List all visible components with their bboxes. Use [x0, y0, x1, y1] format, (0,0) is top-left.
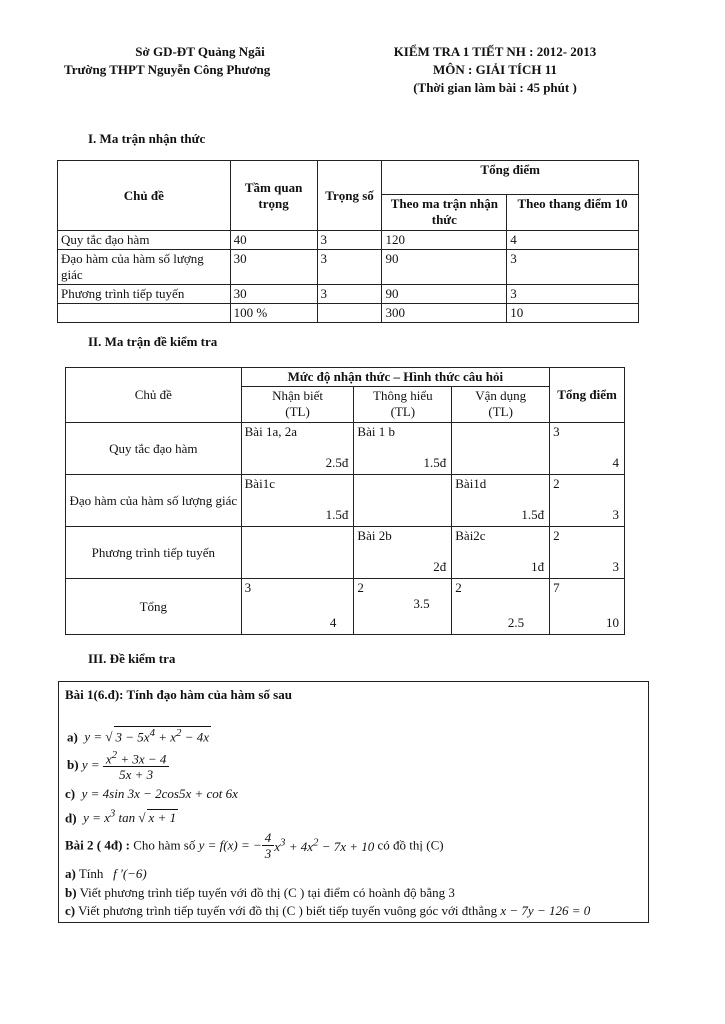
- points: 3.5: [413, 596, 430, 611]
- header-by-scale: Theo thang điểm 10: [507, 195, 639, 231]
- cell-weight: 3: [317, 285, 382, 304]
- cell-total: [550, 527, 625, 579]
- question-count: 2: [553, 528, 560, 543]
- cell-total: [550, 475, 625, 527]
- bai2-text: Cho hàm số: [130, 837, 199, 853]
- q1d-formula: $y = x^3$ tan √ x + 1: [79, 808, 177, 826]
- cell-importance: 30: [230, 250, 317, 285]
- q2b-text: Viết phương trình tiếp tuyến với đồ thị (C ) tại điểm có hoành độ bằng 3: [76, 885, 455, 900]
- header-understand: [354, 387, 452, 423]
- exam-matrix-table: [65, 367, 625, 635]
- points: 1.5đ: [325, 507, 349, 522]
- cell-recognize: [241, 579, 354, 635]
- cell-importance: 100 %: [230, 304, 317, 323]
- header-by-matrix: Theo ma trận nhận thức: [382, 195, 507, 231]
- bai2-label: Bài 2 ( 4đ) :: [65, 837, 130, 853]
- question-count: 3: [553, 424, 560, 439]
- header-total: Tổng điểm: [550, 368, 625, 423]
- section1-title: I. Ma trận nhận thức: [88, 131, 206, 146]
- points: 2.5đ: [325, 455, 349, 470]
- cell-topic: Phương trình tiếp tuyến: [66, 527, 242, 579]
- table-row: [58, 304, 639, 323]
- cell-total: [550, 579, 625, 635]
- table-row: [58, 285, 639, 304]
- cell-weight: 3: [317, 231, 382, 250]
- question-2b: [65, 885, 455, 901]
- question-ref: Bài 1a, 2a: [244, 424, 297, 439]
- bai2-graph: có đồ thị (C): [374, 837, 444, 853]
- table-row: [66, 475, 625, 527]
- header-apply-form: (TL): [488, 404, 513, 419]
- q2b-label: b): [65, 885, 77, 900]
- question-count: 2: [553, 476, 560, 491]
- cell-matrix: 120: [382, 231, 507, 250]
- q1c-label: c): [65, 786, 76, 801]
- cell-apply: [452, 423, 550, 475]
- cell-topic: Đạo hàm của hàm số lượng giác: [66, 475, 242, 527]
- q1b-formula: $\frac{x^2 + 3x - 4}{5x + 3}$: [103, 748, 170, 782]
- points: 1.5đ: [423, 455, 447, 470]
- cell-understand: [354, 527, 452, 579]
- header-understand-form: (TL): [390, 404, 416, 419]
- cell-topic: [58, 304, 231, 323]
- cell-matrix: 300: [382, 304, 507, 323]
- points: 1.5đ: [521, 507, 545, 522]
- question-2: Bài 2 ( 4đ) : Cho hàm số y = f(x) = − $\frac{4}{3}$ $x^3 + 4x^2 - 7x + 10$ có đồ thị (C): [65, 830, 444, 861]
- table-row: [66, 527, 625, 579]
- question-1a: [67, 726, 211, 745]
- cell-scale: 3: [507, 250, 639, 285]
- table-row: [58, 231, 639, 250]
- points: 3: [612, 559, 619, 574]
- q2c-label: c): [65, 903, 76, 918]
- header-recognize: [241, 387, 354, 423]
- school-name: Trường THPT Nguyễn Công Phương: [64, 62, 271, 77]
- cell-understand: [354, 423, 452, 475]
- question-count: 2: [357, 580, 364, 595]
- points: 2.5: [507, 615, 525, 630]
- cell-scale: 4: [507, 231, 639, 250]
- table-row: [66, 423, 625, 475]
- cell-apply: [452, 527, 550, 579]
- question-count: 7: [553, 580, 560, 595]
- bai2-fraction: $\frac{4}{3}$: [262, 830, 275, 861]
- question-2a: [65, 866, 147, 882]
- points: 1đ: [531, 559, 545, 574]
- points: 4: [612, 455, 619, 470]
- header-topic: Chủ đề: [58, 161, 231, 231]
- q1a-formula: y = √ $3 - 5x^4 + x^2 - 4x$: [81, 727, 210, 745]
- question-ref: Bài2c: [455, 528, 486, 543]
- cell-topic: Đạo hàm của hàm số lượng giác: [58, 250, 231, 285]
- question-ref: Bài 2b: [357, 528, 392, 543]
- cell-total: [550, 423, 625, 475]
- table-row: [58, 250, 639, 285]
- cell-recognize: [241, 527, 354, 579]
- cell-understand: [354, 475, 452, 527]
- question-1c: [65, 786, 238, 802]
- question-ref: Bài1d: [455, 476, 487, 491]
- cell-apply: [452, 475, 550, 527]
- question-count: 2: [455, 580, 462, 595]
- school-department: Sở GD-ĐT Quảng Ngãi: [135, 44, 265, 59]
- q2a-label: a): [65, 866, 76, 881]
- q1b-label: b): [67, 757, 79, 773]
- cognitive-matrix-table: [57, 160, 639, 323]
- cell-apply: [452, 579, 550, 635]
- header-apply-label: Vận dụng: [475, 388, 527, 403]
- points: 10: [606, 615, 619, 630]
- section3-title: III. Đề kiểm tra: [88, 651, 176, 666]
- bai2-function: y = f(x) = −: [198, 837, 262, 853]
- q2c-text: Viết phương trình tiếp tuyến với đồ thị (C ) biết tiếp tuyến vuông góc với đthẳng: [75, 903, 501, 918]
- section2-title: II. Ma trận đề kiểm tra: [88, 334, 218, 349]
- header-level: Mức độ nhận thức – Hình thức câu hỏi: [241, 368, 549, 387]
- table-row: [66, 579, 625, 635]
- q2c-formula: x − 7y − 126 = 0: [500, 903, 591, 918]
- header-total: Tổng điểm: [382, 161, 639, 195]
- q1d-label: d): [65, 810, 77, 826]
- question-2c: [65, 903, 590, 919]
- cell-scale: 3: [507, 285, 639, 304]
- question-ref: Bài1c: [244, 476, 275, 491]
- bai1-title: Bài 1(6.đ): Tính đạo hàm của hàm số sau: [65, 687, 292, 702]
- cell-matrix: 90: [382, 250, 507, 285]
- cell-understand: [354, 579, 452, 635]
- question-1b: b) y = $\frac{x^2 + 3x - 4}{5x + 3}$: [67, 748, 169, 782]
- header-topic: Chủ đề: [66, 368, 242, 423]
- q2a-text: Tính: [75, 866, 107, 881]
- cell-matrix: 90: [382, 285, 507, 304]
- exam-title: KIỂM TRA 1 TIẾT NH : 2012- 2013: [393, 44, 597, 59]
- points: 4: [329, 615, 337, 630]
- cell-scale: 10: [507, 304, 639, 323]
- cell-topic: Quy tắc đạo hàm: [58, 231, 231, 250]
- cell-topic: Phương trình tiếp tuyến: [58, 285, 231, 304]
- q2a-formula: f '(−6): [106, 866, 147, 881]
- q1c-formula: y = 4sin 3x − 2cos5x + cot 6x: [78, 786, 238, 801]
- header-apply: [452, 387, 550, 423]
- cell-weight: 3: [317, 250, 382, 285]
- exam-duration: (Thời gian làm bài : 45 phút ): [413, 80, 577, 95]
- q1a-label: a): [67, 729, 78, 745]
- header-recognize-form: (TL): [285, 404, 310, 419]
- question-count: 3: [244, 580, 252, 595]
- exam-box: [58, 681, 649, 923]
- question-ref: Bài 1 b: [357, 424, 395, 439]
- header-understand-label: Thông hiểu: [373, 388, 433, 403]
- question-1d: [65, 808, 178, 826]
- cell-topic: Tổng: [66, 579, 242, 635]
- cell-weight: [317, 304, 382, 323]
- cell-importance: 30: [230, 285, 317, 304]
- points: 2đ: [433, 559, 447, 574]
- header-importance: Tầm quan trọng: [230, 161, 317, 231]
- header-recognize-label: Nhận biết: [272, 388, 323, 403]
- points: 3: [612, 507, 619, 522]
- cell-recognize: [241, 475, 354, 527]
- cell-recognize: [241, 423, 354, 475]
- cell-topic: Quy tắc đạo hàm: [66, 423, 242, 475]
- cell-importance: 40: [230, 231, 317, 250]
- header-weight: Trọng số: [317, 161, 382, 231]
- exam-subject: MÔN : GIẢI TÍCH 11: [433, 62, 557, 77]
